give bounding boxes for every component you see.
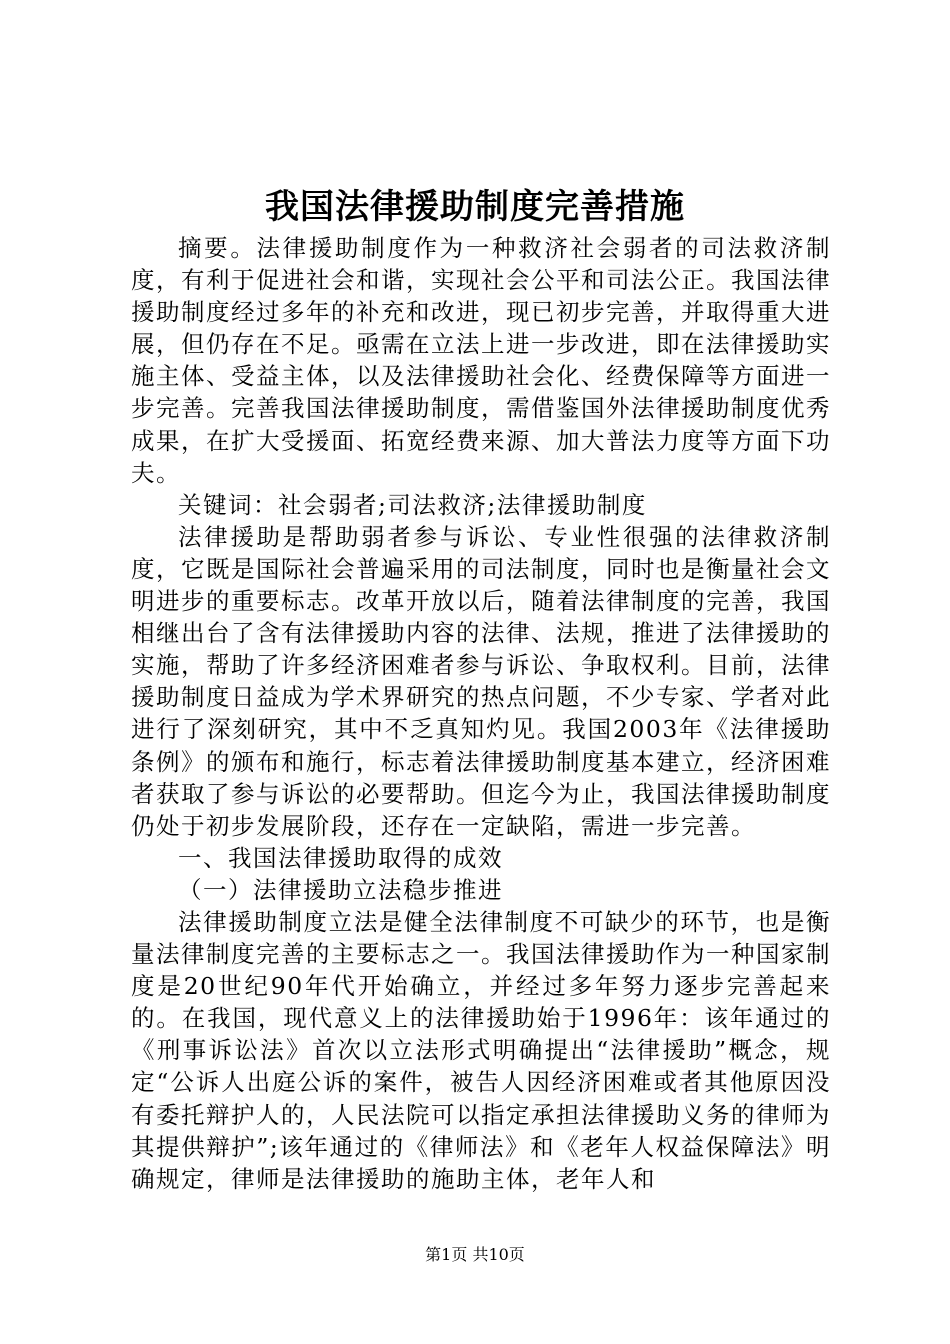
abstract-paragraph: 摘要。法律援助制度作为一种救济社会弱者的司法救济制度，有利于促进社会和谐，实现社会公平和司法公正。我国法律援助制度经过多年的补充和改进，现已初步完善，并取得重大进展，但仍存在不足。亟需在立法上进一步改进，即在法律援助实施主体、受益主体，以及法律援助社会化、经费保障等方面进一步完善。完善我国法律援助制度，需借鉴国外法律援助制度优秀成果，在扩大受援面、拓宽经费来源、加大普法力度等方面下功夫。 xyxy=(131,234,831,487)
body-paragraph: 法律援助制度立法是健全法律制度不可缺少的环节，也是衡量法律制度完善的主要标志之一。我国法律援助作为一种国家制度是20世纪90年代开始确立，并经过多年努力逐步完善起来的。在我国，现代意义上的法律援助始于1996年：该年通过的《刑事诉讼法》首次以立法形式明确提出“法律援助”概念，规定“公诉人出庭公诉的案件，被告人因经济困难或者其他原因没有委托辩护人的，人民法院可以指定承担法律援助义务的律师为其提供辩护”;该年通过的《律师法》和《老年人权益保障法》明确规定，律师是法律援助的施助主体，老年人和 xyxy=(131,907,831,1193)
keywords-paragraph: 关键词：社会弱者;司法救济;法律援助制度 xyxy=(178,490,647,519)
subsection-heading: （一）法律援助立法稳步推进 xyxy=(178,875,503,904)
intro-paragraph: 法律援助是帮助弱者参与诉讼、专业性很强的法律救济制度，它既是国际社会普遍采用的司法制度，同时也是衡量社会文明进步的重要标志。改革开放以后，随着法律制度的完善，我国相继出台了含有法律援助内容的法律、法规，推进了法律援助的实施，帮助了许多经济困难者参与诉讼、争取权利。目前，法律援助制度日益成为学术界研究的热点问题，不少专家、学者对此进行了深刻研究，其中不乏真知灼见。我国2003年《法律援助条例》的颁布和施行，标志着法律援助制度基本建立，经济困难者获取了参与诉讼的必要帮助。但迄今为止，我国法律援助制度仍处于初步发展阶段，还存在一定缺陷，需进一步完善。 xyxy=(131,522,831,840)
page-number-footer: 第1页 共10页 xyxy=(425,1245,525,1264)
document-title: 我国法律援助制度完善措施 xyxy=(265,187,685,227)
section-heading: 一、我国法律援助取得的成效 xyxy=(178,843,503,872)
document-body xyxy=(131,232,831,1195)
